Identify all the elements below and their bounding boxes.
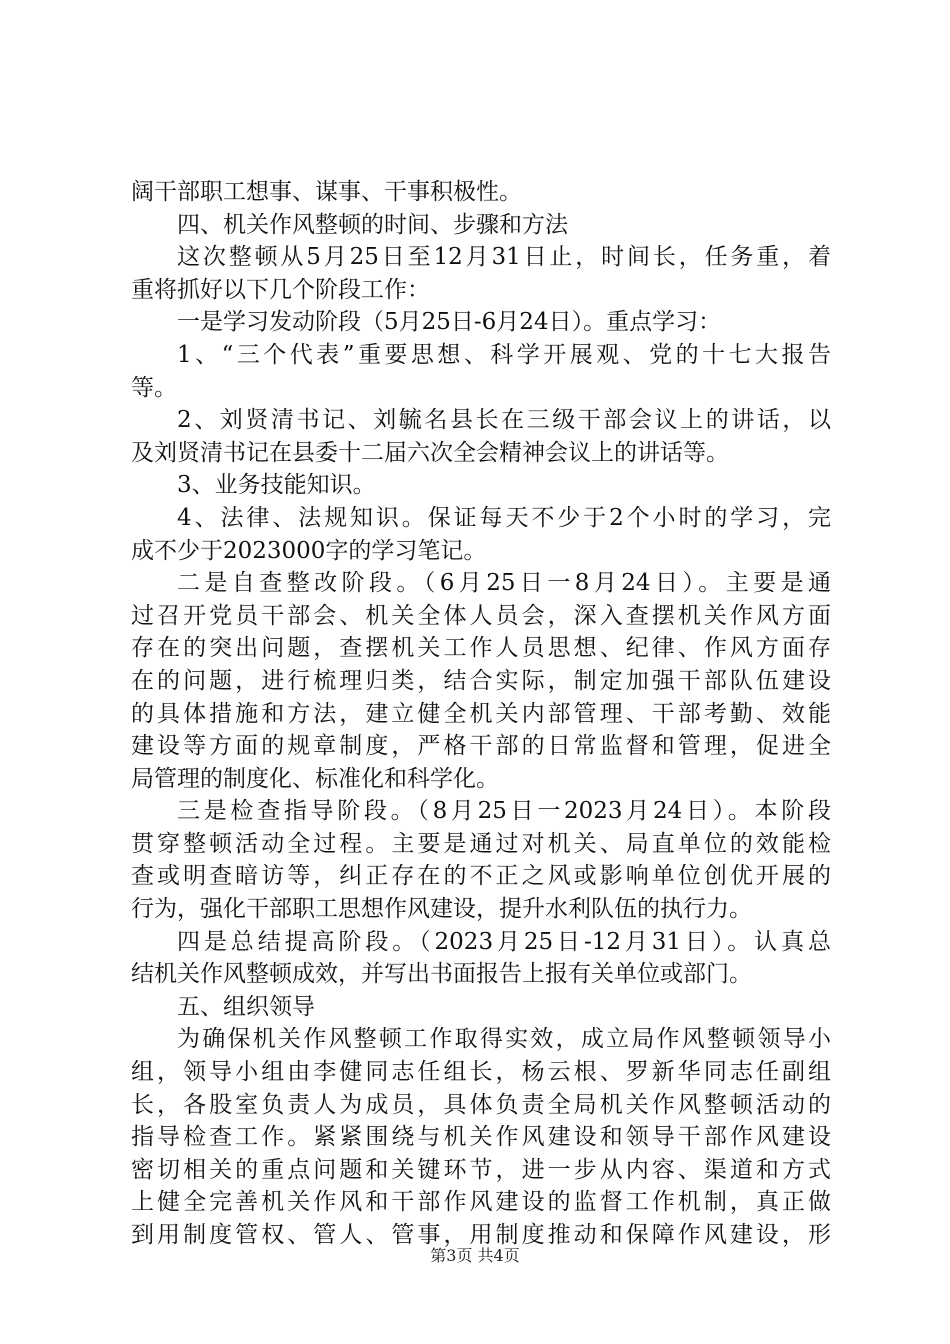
text-line: 过召开党员干部会、机关全体人员会，深入查摆机关作风方面 <box>131 602 831 629</box>
text-line: 到用制度管权、管人、管事，用制度推动和保障作风建设，形 <box>131 1222 831 1248</box>
text-line: 阔干部职工想事、谋事、干事积极性。 <box>131 179 522 205</box>
text-line: 五、组织领导 <box>177 993 315 1020</box>
text-line: 存在的突出问题，查摆机关工作人员思想、纪律、作风方面存 <box>131 635 831 662</box>
text-line: 为确保机关作风整顿工作取得实效，成立局作风整顿领导小 <box>177 1026 831 1053</box>
text-line: 四是总结提高阶段。（2023月25日-12月31日）。认真总 <box>177 928 831 955</box>
text-line: 4、法律、法规知识。保证每天不少于2个小时的学习，完 <box>177 504 831 531</box>
text-line: 结机关作风整顿成效，并写出书面报告上报有关单位或部门。 <box>131 961 752 988</box>
text-line: 四、机关作风整顿的时间、步骤和方法 <box>177 211 568 238</box>
text-line: 等。 <box>131 374 177 401</box>
text-line: 这次整顿从5月25日至12月31日止，时间长，任务重，着 <box>177 244 831 271</box>
text-line: 指导检查工作。紧紧围绕与机关作风建设和领导干部作风建设 <box>131 1124 831 1151</box>
text-line: 及刘贤清书记在县委十二届六次全会精神会议上的讲话等。 <box>131 439 729 466</box>
text-line: 3、业务技能知识。 <box>177 472 376 499</box>
text-line: 密切相关的重点问题和关键环节，进一步从内容、渠道和方式 <box>131 1156 831 1183</box>
text-line: 2、刘贤清书记、刘毓名县长在三级干部会议上的讲话，以 <box>177 407 831 434</box>
text-line: 长，各股室负责人为成员，具体负责全局机关作风整顿活动的 <box>131 1091 831 1118</box>
text-line: 重将抓好以下几个阶段工作： <box>131 276 430 303</box>
text-line: 建设等方面的规章制度，严格干部的日常监督和管理，促进全 <box>131 733 831 760</box>
text-line: 的具体措施和方法，建立健全机关内部管理、干部考勤、效能 <box>131 700 831 727</box>
text-line: 三是检查指导阶段。（8月25日一2023月24日）。本阶段 <box>177 798 831 825</box>
text-line: 二是自查整改阶段。（6月25日一8月24日）。主要是通 <box>177 570 831 597</box>
text-line: 一是学习发动阶段（5月25日-6月24日）。重点学习： <box>177 309 722 336</box>
text-line: 成不少于2023000字的学习笔记。 <box>131 537 487 564</box>
text-line: 在的问题，进行梳理归类，结合实际，制定加强干部队伍建设 <box>131 667 831 694</box>
text-line: 局管理的制度化、标准化和科学化。 <box>131 765 499 792</box>
document-body <box>131 176 831 1252</box>
text-line: 上健全完善机关作风和干部作风建设的监督工作机制，真正做 <box>131 1189 831 1216</box>
text-line: 1、“三个代表”重要思想、科学开展观、党的十七大报告 <box>177 341 831 368</box>
text-line: 行为，强化干部职工思想作风建设，提升水利队伍的执行力。 <box>131 896 752 923</box>
text-line: 贯穿整顿活动全过程。主要是通过对机关、局直单位的效能检 <box>131 830 831 857</box>
text-line: 组，领导小组由李健同志任组长，杨云根、罗新华同志任副组 <box>131 1059 831 1086</box>
page-footer: 第3页 共4页 <box>430 1246 520 1265</box>
text-line: 查或明查暗访等，纠正存在的不正之风或影响单位创优开展的 <box>131 863 831 890</box>
